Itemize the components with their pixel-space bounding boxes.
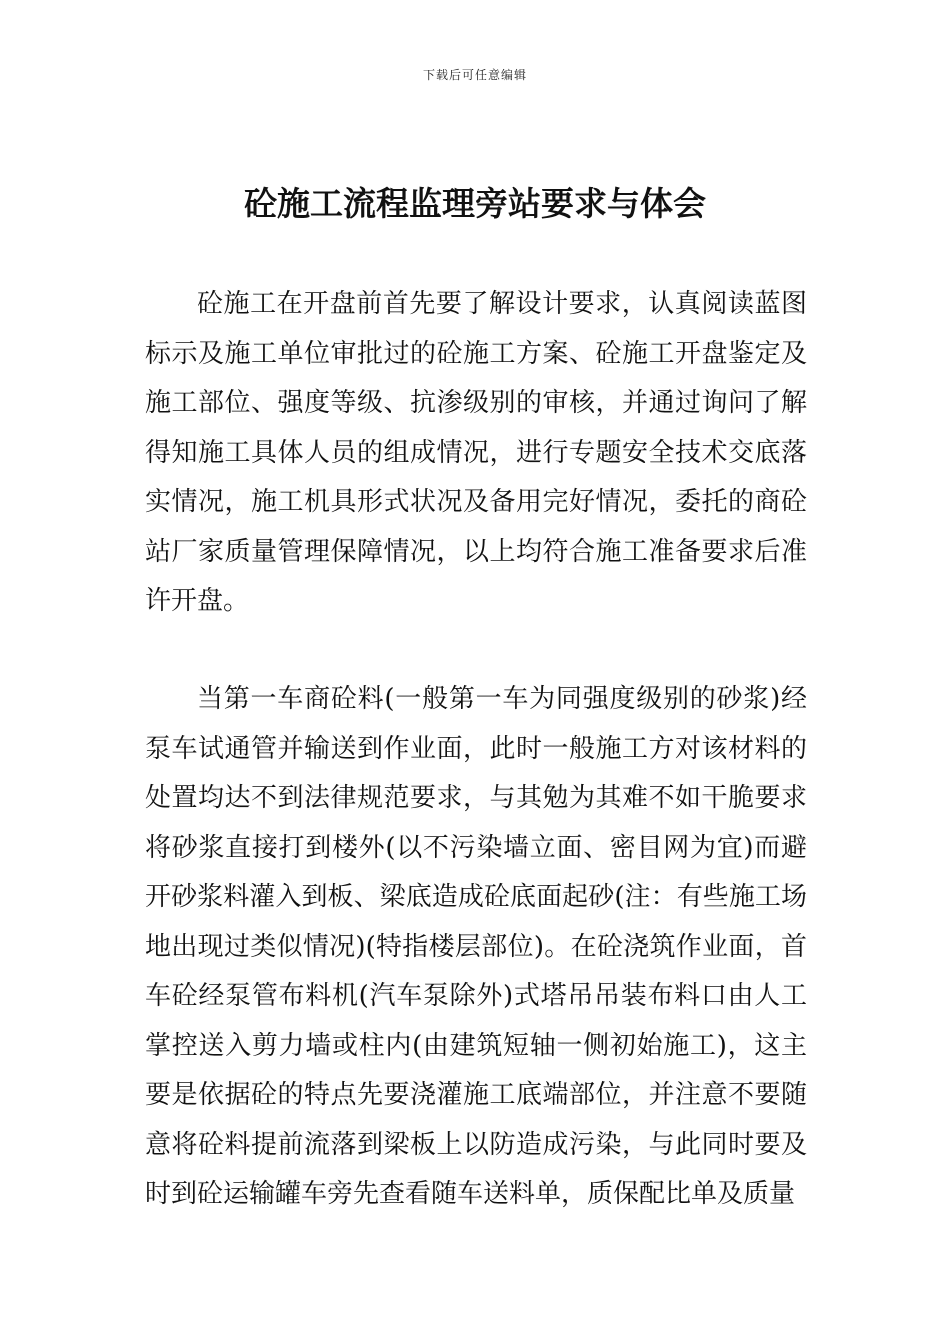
page-header-note: 下载后可任意编辑: [422, 68, 527, 82]
document-title: 砼施工流程监理旁站要求与体会: [244, 184, 706, 223]
paragraph-pouring-process: 当第一车商砼料(一般第一车为同强度级别的砂浆)经泵车试通管并输送到作业面，此时一般施工方对该材料的处置均达不到法律规范要求，与其勉为其难不如干脆要求将砂浆直接打到楼外(以不污染墙立面、密目网为宜)而避开砂浆料灌入到板、梁底造成砼底面起砂(注：有些施工场地出现过类似情况)(特指楼层部位)。在砼浇筑作业面，首车砼经泵管布料机(汽车泵除外)式塔吊吊装布料口由人工掌控送入剪力墙或柱内(由建筑短轴一侧初始施工)，这主要是依据砼的特点先要浇灌施工底端部位，并注意不要随意将砼料提前流落到梁板上以防造成污染，与此同时要及时到砼运输罐车旁先查看随车送料单，质保配比单及质量: [145, 684, 807, 1209]
paragraph-preparation: 砼施工在开盘前首先要了解设计要求，认真阅读蓝图标示及施工单位审批过的砼施工方案、砼施工开盘鉴定及施工部位、强度等级、抗渗级别的审核，并通过询问了解得知施工具体人员的组成情况，进行专题安全技术交底落实情况，施工机具形式状况及备用完好情况，委托的商砼站厂家质量管理保障情况，以上均符合施工准备要求后准许开盘。: [145, 289, 807, 616]
